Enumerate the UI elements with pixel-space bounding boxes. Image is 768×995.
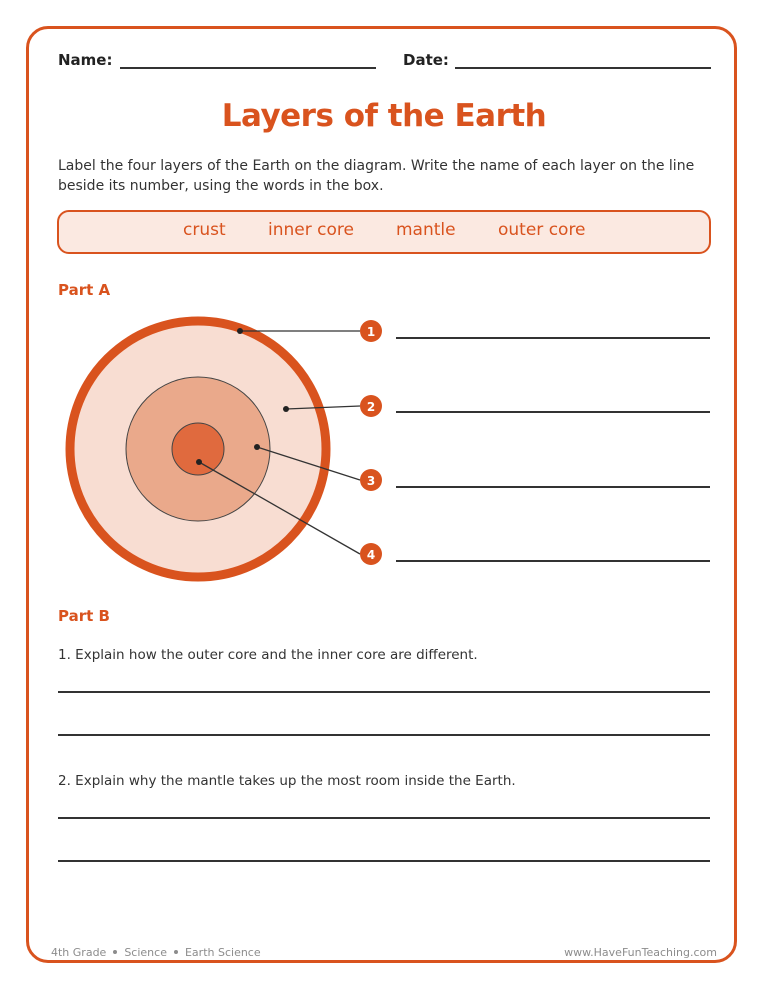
answer-line-2[interactable] (396, 411, 710, 413)
footer-topic: Earth Science (184, 946, 261, 959)
word-bank-item-mantle: mantle (396, 220, 456, 240)
question-2: 2. Explain why the mantle takes up the most room inside the Earth. (58, 773, 516, 789)
inner-core-layer (172, 423, 224, 475)
part-b-heading: Part B (58, 607, 110, 625)
bullet-separator (174, 950, 178, 954)
answer-line-3[interactable] (396, 486, 710, 488)
part-a-heading: Part A (58, 281, 111, 299)
leader-dot-3 (254, 444, 260, 450)
answer-line-4[interactable] (396, 560, 710, 562)
question-1-answer-line-1[interactable] (58, 691, 710, 693)
leader-dot-4 (196, 459, 202, 465)
marker-label-3: 3 (366, 474, 376, 488)
word-bank-item-outer-core: outer core (498, 220, 586, 240)
question-1-answer-line-2[interactable] (58, 734, 710, 736)
marker-label-2: 2 (366, 400, 376, 414)
bullet-separator (113, 950, 117, 954)
question-2-answer-line-1[interactable] (58, 817, 710, 819)
marker-label-4: 4 (366, 548, 376, 562)
footer-tags (51, 946, 261, 959)
page-title: Layers of the Earth (221, 98, 547, 134)
word-bank-item-crust: crust (183, 220, 226, 240)
question-1: 1. Explain how the outer core and the inner core are different. (58, 647, 478, 663)
date-label: Date: (403, 51, 449, 69)
footer-website: www.HaveFunTeaching.com (564, 946, 717, 959)
leader-dot-1 (237, 328, 243, 334)
marker-label-1: 1 (366, 325, 376, 339)
instructions-text: Label the four layers of the Earth on the diagram. Write the name of each layer on the line beside its number, using the words in the box. (58, 158, 695, 194)
footer-subject: Science (124, 946, 167, 959)
word-bank-item-inner-core: inner core (268, 220, 354, 240)
answer-line-1[interactable] (396, 337, 710, 339)
name-label: Name: (58, 51, 113, 69)
footer-grade: 4th Grade (51, 946, 107, 959)
question-2-answer-line-2[interactable] (58, 860, 710, 862)
leader-dot-2 (283, 406, 289, 412)
